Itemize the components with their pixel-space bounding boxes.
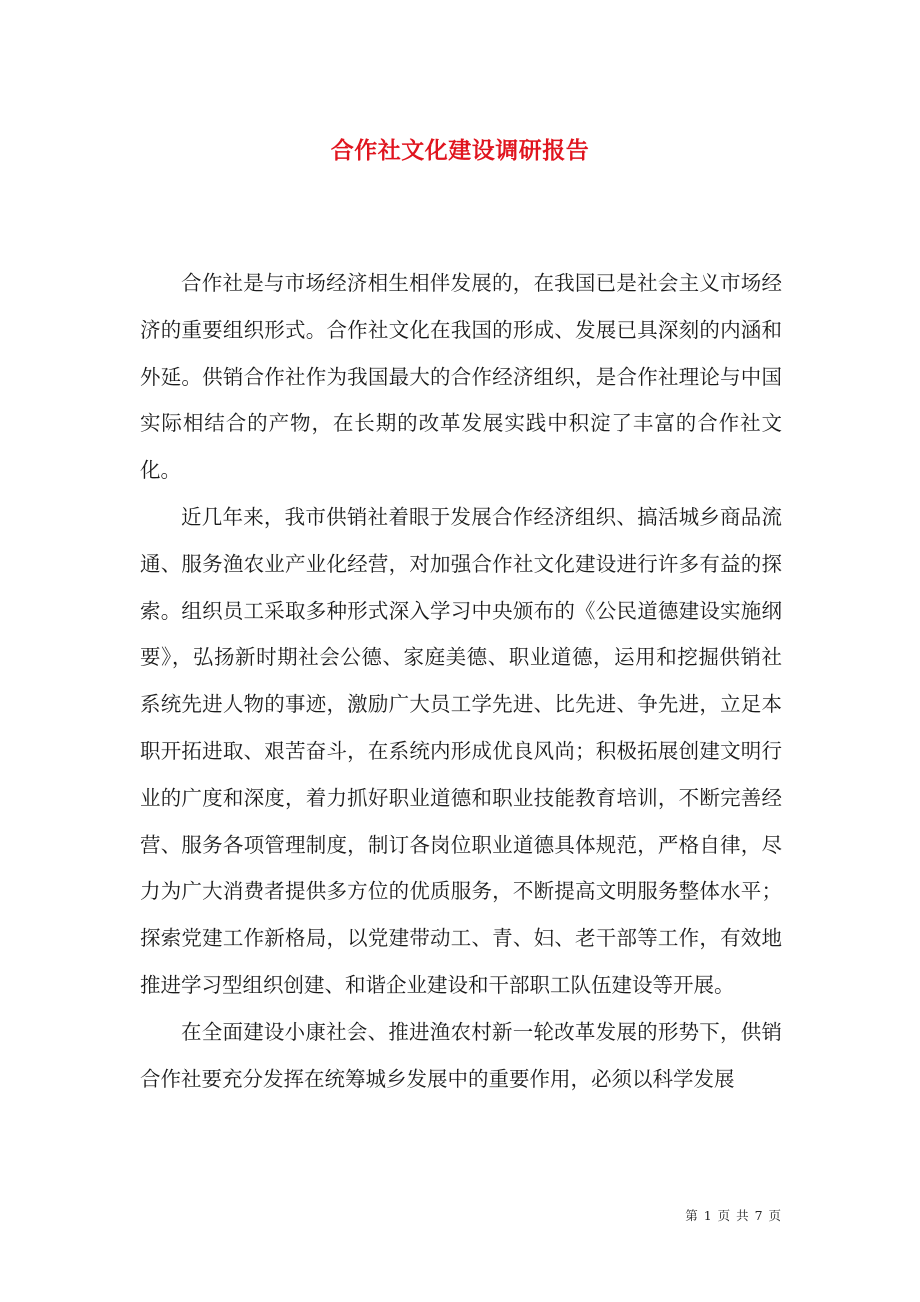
paragraph: 近几年来，我市供销社着眼于发展合作经济组织、搞活城乡商品流通、服务渔农业产业化经营，对加强合作社文化建设进行许多有益的探索。组织员工采取多种形式深入学习中央颁布的《公民道德建设实施纲要》，弘扬新时期社会公德、家庭美德、职业道德，运用和挖掘供销社系统先进人物的事迹，激励广大员工学先进、比先进、争先进，立足本职开拓进取、艰苦奋斗，在系统内形成优良风尚；积极拓展创建文明行业的广度和深度，着力抓好职业道德和职业技能教育培训，不断完善经营、服务各项管理制度，制订各岗位职业道德具体规范，严格自律，尽力为广大消费者提供多方位的优质服务，不断提高文明服务整体水平；探索党建工作新格局，以党建带动工、青、妇、老干部等工作，有效地推进学习型组织创建、和谐企业建设和干部职工队伍建设等开展。 [140,504,782,997]
paragraph: 在全面建设小康社会、推进渔农村新一轮改革发展的形势下，供销合作社要充分发挥在统筹城乡发展中的重要作用，必须以科学发展 [140,1019,782,1091]
document-body [140,260,782,1102]
paragraph: 合作社是与市场经济相生相伴发展的，在我国已是社会主义市场经济的重要组织形式。合作社文化在我国的形成、发展已具深刻的内涵和外延。供销合作社作为我国最大的合作经济组织，是合作社理论与中国实际相结合的产物，在长期的改革发展实践中积淀了丰富的合作社文化。 [140,271,782,483]
document-title: 合作社文化建设调研报告 [330,137,590,165]
page-number: 第 1 页 共 7 页 [685,1208,782,1223]
